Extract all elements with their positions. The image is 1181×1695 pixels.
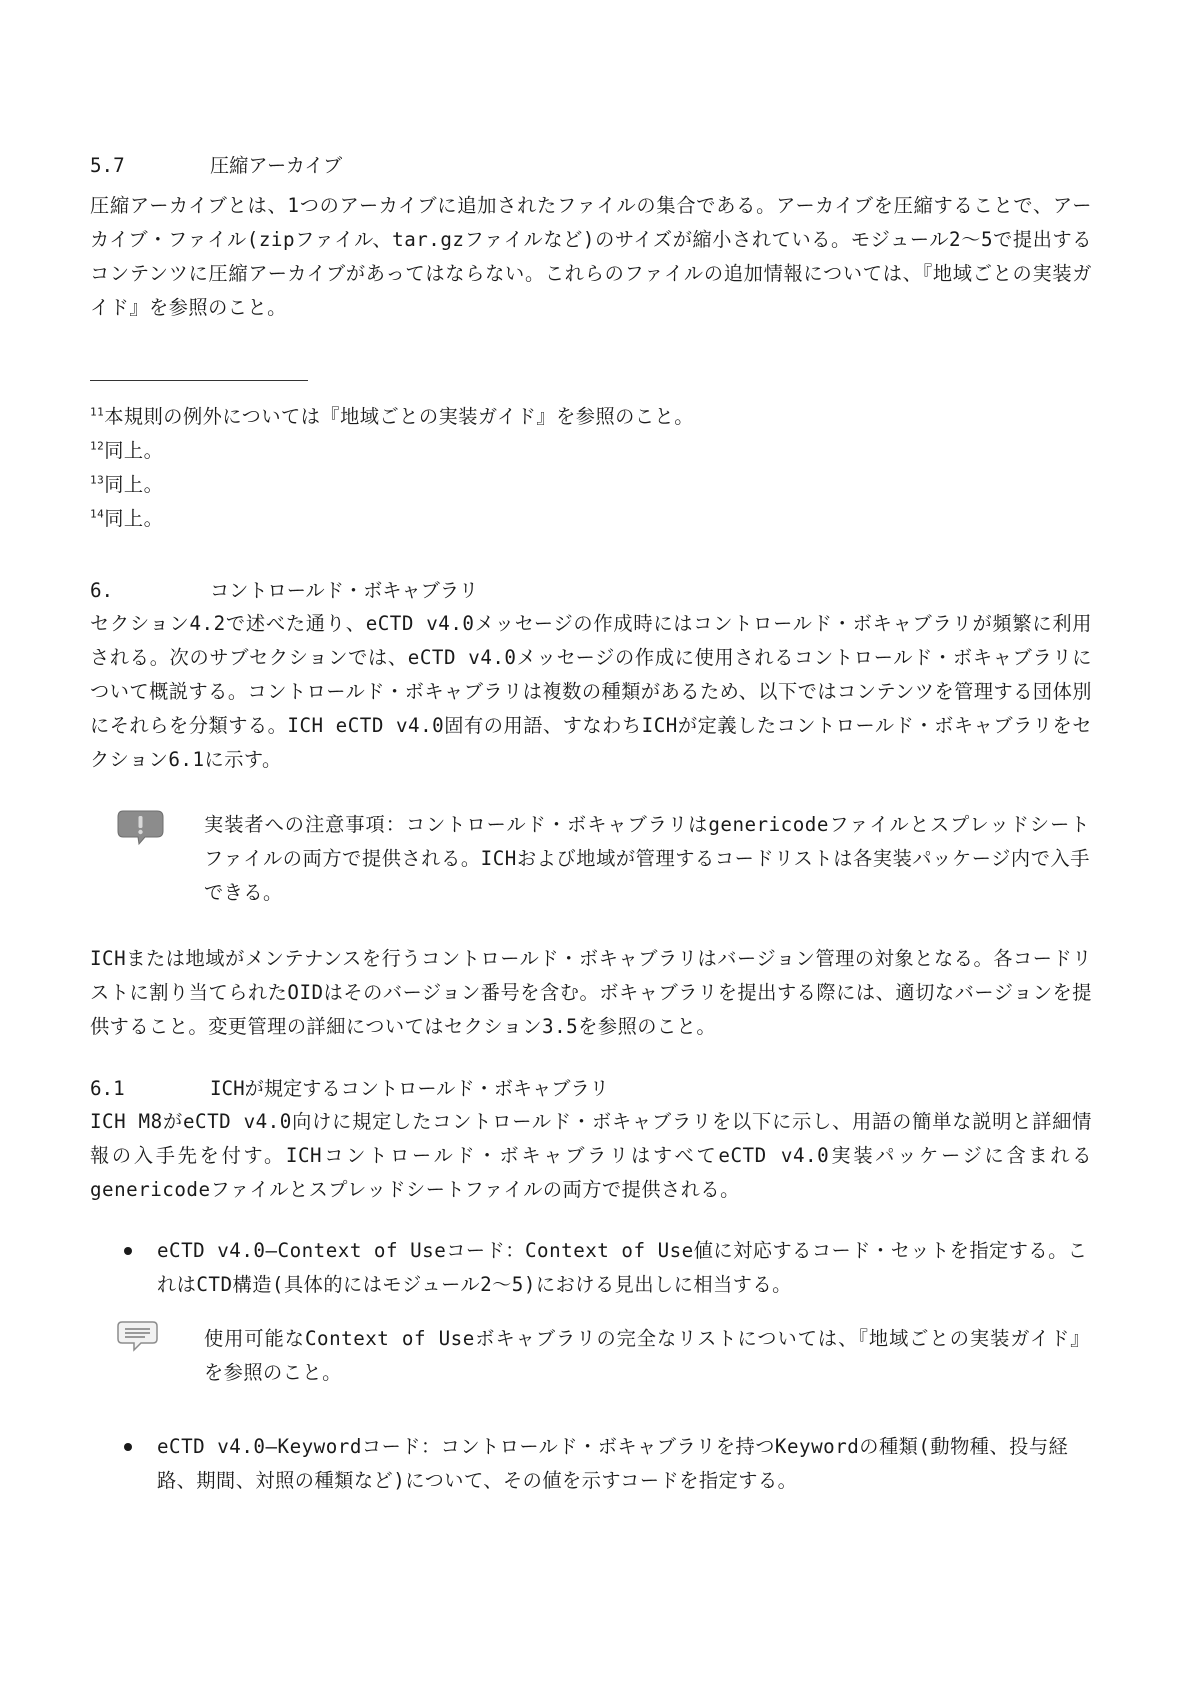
section-heading-6-1: [90, 1076, 609, 1102]
bullet-keyword: eCTD v4.0—Keywordコード：コントロールド・ボキャブラリを持つKeywordの種類(動物種、投与経路、期間、対照の種類など)について、その値を示すコードを指定する。: [157, 1435, 1069, 1492]
bullet-context-of-use: eCTD v4.0—Context of Useコード：Context of Use値に対応するコード・セットを指定する。これはCTD構造(具体的にはモジュール2～5)における見出しに相当する。: [157, 1239, 1088, 1296]
footnote-text: 本規則の例外については『地域ごとの実装ガイド』を参照のこと。: [104, 405, 694, 428]
section-title: ICHが規定するコントロールド・ボキャブラリ: [210, 1077, 609, 1100]
paragraph-version-control: ICHまたは地域がメンテナンスを行うコントロールド・ボキャブラリはバージョン管理の対象となる。各コードリストに割り当てられたOIDはそのバージョン番号を含む。ボキャブラリを提出する際には、適切なバージョンを提供すること。変更管理の詳細についてはセクション3.5を参照のこと。: [90, 947, 1092, 1038]
footnote-number: 11: [90, 405, 105, 419]
bullet-marker: [124, 1247, 132, 1255]
exclamation-speech-bubble-icon: [117, 807, 165, 852]
paragraph-ich-vocabulary: ICH M8がeCTD v4.0向けに規定したコントロールド・ボキャブラリを以下に示し、用語の簡単な説明と詳細情報の入手先を付す。ICHコントロールド・ボキャブラリはすべてeCTD v4.0実装パッケージに含まれるgenericodeファイルとスプレッドシートファイルの両方で提供される。: [90, 1110, 1092, 1201]
context-of-use-note: 使用可能なContext of Useボキャブラリの完全なリストについては、『地域ごとの実装ガイド』を参照のこと。: [204, 1327, 1090, 1384]
implementer-note: 実装者への注意事項：コントロールド・ボキャブラリはgenericodeファイルとスプレッドシートファイルの両方で提供される。ICHおよび地域が管理するコードリストは各実装パッケージ内で入手できる。: [204, 813, 1090, 904]
section-number: 6.: [90, 579, 114, 602]
section-title: 圧縮アーカイブ: [210, 154, 343, 177]
footnote-text: 同上。: [104, 507, 164, 530]
section-heading-6: [90, 578, 478, 604]
section-title: コントロールド・ボキャブラリ: [210, 579, 479, 602]
footnote-12: [90, 438, 163, 464]
footnote-11: [90, 404, 694, 430]
footnote-number: 13: [90, 473, 105, 487]
section-number: 5.7: [90, 154, 125, 177]
bullet-marker: [124, 1443, 132, 1451]
footnote-text: 同上。: [104, 473, 164, 496]
footnote-14: [90, 506, 163, 532]
footnote-number: 12: [90, 439, 105, 453]
section-heading-5-7: [90, 153, 342, 179]
section-number: 6.1: [90, 1077, 125, 1100]
footnote-13: [90, 472, 163, 498]
speech-bubble-lines-icon: [117, 1319, 159, 1358]
paragraph-controlled-vocabulary: セクション4.2で述べた通り、eCTD v4.0メッセージの作成時にはコントロールド・ボキャブラリが頻繁に利用される。次のサブセクションでは、eCTD v4.0メッセージの作成に使用されるコントロールド・ボキャブラリについて概説する。コントロールド・ボキャブラリは複数の種類があるため、以下ではコンテンツを管理する団体別にそれらを分類する。ICH eCTD v4.0固有の用語、すなわちICHが定義したコントロールド・ボキャブラリをセクション6.1に示す。: [90, 612, 1092, 771]
paragraph-compressed-archive: 圧縮アーカイブとは、1つのアーカイブに追加されたファイルの集合である。アーカイブを圧縮することで、アーカイブ・ファイル(zipファイル、tar.gzファイルなど)のサイズが縮小されている。モジュール2～5で提出するコンテンツに圧縮アーカイブがあってはならない。これらのファイルの追加情報については、『地域ごとの実装ガイド』を参照のこと。: [90, 194, 1092, 319]
footnote-separator: [90, 380, 308, 381]
footnote-number: 14: [90, 507, 105, 521]
footnote-text: 同上。: [104, 439, 164, 462]
